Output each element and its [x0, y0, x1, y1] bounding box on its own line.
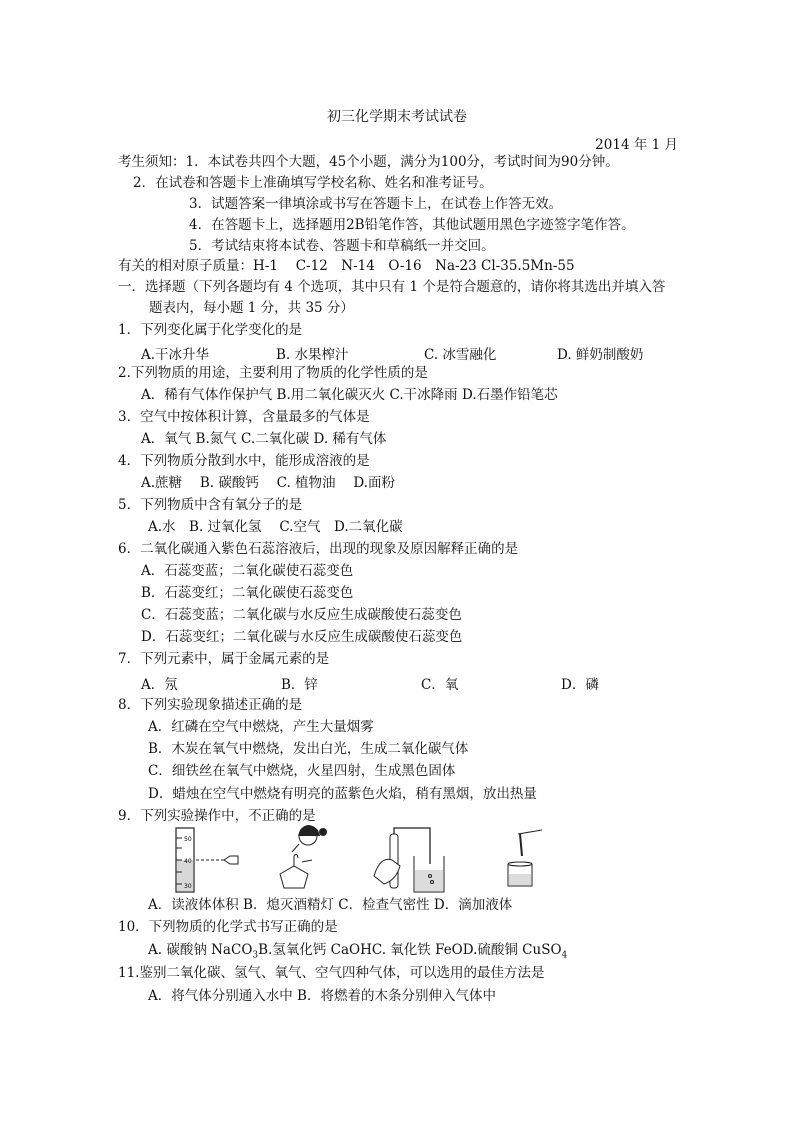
page-title: 初三化学期末考试试卷: [327, 109, 467, 125]
q8-option-d: D．蜡烛在空气中燃烧有明亮的蓝紫色火焰，稍有黑烟，放出热量: [148, 786, 537, 802]
read-volume-figure: [168, 826, 248, 894]
notice-line-3: 3．试题答案一律填涂或书写在答题卡上，在试卷上作答无效。: [189, 196, 563, 212]
q10-option-bcd: B.氢氧化钙 CaOHC. 氧化铁 FeOD.硫酸铜 CuSO: [258, 942, 562, 958]
q6-option-c: C．石蕊变蓝；二氧化碳与水反应生成碳酸使石蕊变色: [141, 607, 462, 623]
q7-option-c: C．氧: [421, 677, 459, 693]
section-title-cont: 题表内，每小题 1 分，共 35 分）: [149, 300, 354, 316]
q7-option-a: A．氖: [141, 677, 178, 693]
q6-option-b: B．石蕊变红；二氧化碳使石蕊变色: [141, 585, 354, 601]
q1-option-c: C. 冰雪融化: [424, 347, 497, 363]
flame-icon: [294, 854, 298, 866]
section-title: 一．选择题（下列各题均有 4 个选项，其中只有 1 个是符合题意的，请你将其选出并填入答: [118, 279, 666, 295]
q1-option-d: D. 鲜奶制酸奶: [557, 347, 644, 363]
question-3: 3．空气中按体积计算，含量最多的气体是: [118, 409, 370, 425]
person-hair: [298, 825, 320, 836]
question-4: 4．下列物质分散到水中，能形成溶液的是: [118, 453, 370, 469]
q10-subscript-b: 4: [561, 950, 568, 961]
alcohol-lamp-icon: [280, 866, 308, 888]
notice-line-1: 考生须知：1．本试卷共四个大题，45个小题，满分为100分，考试时间为90分钟。: [118, 154, 619, 170]
q1-option-a: A.干冰升华: [141, 347, 210, 363]
notice-line-5: 5．考试结束将本试卷、答题卡和草稿纸一并交回。: [189, 238, 495, 254]
q8-option-b: B．木炭在氧气中燃烧，发出白光，生成二氧化碳气体: [148, 741, 469, 757]
tick-label-40: 40: [184, 858, 192, 865]
delivery-tube: [394, 828, 430, 864]
tick-label-50: 50: [184, 836, 192, 843]
drop-liquid-figure: [498, 828, 558, 890]
q1-option-b: B. 水果榨汁: [276, 347, 349, 363]
question-10: 10．下列物质的化学式书写正确的是: [118, 919, 338, 935]
q6-option-a: A．石蕊变蓝；二氧化碳使石蕊变色: [141, 563, 354, 579]
q7-option-b: B．锌: [281, 677, 318, 693]
dropper-icon: [520, 834, 522, 856]
q9-options: A．读液体体积 B．熄灭酒精灯 C．检查气密性 D．滴加液体: [148, 897, 513, 913]
q6-option-d: D．石蕊变红；二氧化碳与水反应生成碳酸使石蕊变色: [141, 629, 463, 645]
tick-label-30: 30: [184, 883, 192, 890]
question-1: 1．下列变化属于化学变化的是: [118, 322, 303, 338]
question-7: 7．下列元素中，属于金属元素的是: [118, 651, 330, 667]
airtightness-figure: [370, 826, 450, 896]
question-11: 11.鉴别二氧化碳、氢气、氧气、空气四种气体，可以选用的最佳方法是: [118, 965, 545, 981]
beaker-water: [415, 870, 443, 891]
blow-out-lamp-figure: [268, 822, 338, 894]
q2-options: A．稀有气体作保护气 B.用二氧化碳灭火 C.干冰降雨 D.石墨作铅笔芯: [141, 387, 558, 403]
q5-options: A.水 B. 过氧化氢 C.空气 D.二氧化碳: [148, 519, 403, 535]
dropper-bulb: [518, 830, 542, 834]
question-5: 5．下列物质中含有氧分子的是: [118, 497, 303, 513]
question-2: 2.下列物质的用途，主要利用了物质的化学性质的是: [118, 365, 428, 381]
q10-options: [148, 941, 567, 965]
question-6: 6．二氧化碳通入紫色石蕊溶液后，出现的现象及原因解释正确的是: [118, 541, 519, 557]
exam-date: 2014 年 1 月: [595, 137, 678, 153]
q8-option-c: C．细铁丝在氧气中燃烧，火星四射，生成黑色固体: [148, 763, 456, 779]
eye-icon: [224, 856, 238, 864]
q8-option-a: A．红磷在空气中燃烧，产生大量烟雾: [148, 719, 374, 735]
q7-option-d: D．磷: [561, 677, 599, 693]
q10-subscript-a: 3: [252, 950, 259, 961]
question-8: 8．下列实验现象描述正确的是: [118, 697, 303, 713]
notice-line-2: 2．在试卷和答题卡上准确填写学校名称、姓名和准考证号。: [133, 175, 493, 191]
notice-line-4: 4．在答题卡上，选择题用2B铅笔作答，其他试题用黑色字迹签字笔作答。: [189, 217, 635, 233]
q11-options: A．将气体分别通入水中 B．将燃着的木条分别伸入气体中: [148, 988, 496, 1004]
q3-options: A．氧气 B.氮气 C.二氧化碳 D. 稀有气体: [141, 431, 387, 447]
q10-option-a: A. 碳酸钠 NaCO: [148, 942, 253, 958]
question-9: 9．下列实验操作中，不正确的是: [118, 808, 316, 824]
q4-options: A.蔗糖 B. 碳酸钙 C. 植物油 D.面粉: [141, 475, 395, 491]
atomic-masses: 有关的相对原子质量：H-1 C-12 N-14 O-16 Na-23 Cl-35.5Mn-55: [118, 258, 575, 274]
